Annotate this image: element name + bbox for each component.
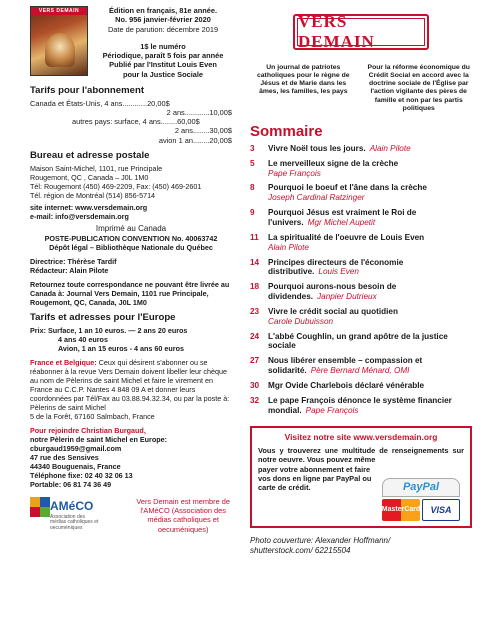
toc-author: Carole Dubuisson bbox=[268, 316, 334, 326]
mastercard-logo: MasterCard bbox=[382, 499, 420, 521]
toc-entry bbox=[268, 307, 472, 327]
toc-page-number: 3 bbox=[250, 143, 255, 153]
imprime-block bbox=[30, 224, 232, 252]
toc-author: Alain Pilote bbox=[268, 242, 309, 252]
toc-page-number: 14 bbox=[250, 257, 260, 267]
imprime-line: Imprimé au Canada bbox=[95, 223, 167, 233]
website-box-title[interactable]: Visitez notre site www.versdemain.org bbox=[284, 431, 438, 442]
website-link[interactable]: site internet: www.versdemain.org bbox=[30, 202, 148, 212]
address-line: Maison Saint-Michel, 1101, rue Principale bbox=[30, 163, 163, 173]
toc-item[interactable] bbox=[250, 183, 472, 203]
vers-demain-logo bbox=[293, 14, 429, 50]
toc-page-number: 11 bbox=[250, 232, 259, 242]
edition-line-3: Date de parution: décembre 2019 bbox=[107, 24, 219, 34]
burgaud-block bbox=[30, 426, 232, 489]
toc-title: Nous libérer ensemble – compassion et solidarité. bbox=[268, 356, 423, 376]
toc-entry bbox=[268, 396, 472, 416]
website-box-text-1: Vous y trouverez une multitude de renseignements sur notre oeuvre. Vous pouvez même bbox=[258, 446, 464, 465]
burgaud-line: Portable: 06 81 74 36 49 bbox=[30, 479, 112, 489]
toc-title: Principes directeurs de l'économie distributive. bbox=[268, 257, 404, 277]
payment-logos bbox=[382, 478, 460, 522]
address-line: Tél: Rougemont (450) 469-2209, Fax: (450) 469-2601 bbox=[30, 181, 202, 191]
toc-author: Pape François bbox=[268, 168, 321, 178]
right-column bbox=[244, 0, 480, 642]
photo-credit-line-2: shutterstock.com/ 62215504 bbox=[250, 545, 351, 555]
toc-entry bbox=[268, 159, 472, 179]
toc-page-number: 5 bbox=[250, 158, 255, 168]
toc-item[interactable] bbox=[250, 307, 472, 327]
france-addr-1: Pèlerins de saint Michel bbox=[30, 402, 106, 412]
tarifs-heading: Tarifs pour l'abonnement bbox=[30, 84, 145, 96]
toc-page-number: 27 bbox=[250, 356, 260, 366]
toc-entry bbox=[268, 258, 472, 278]
edition-line-1: Édition en français, 81e année. bbox=[108, 6, 218, 15]
toc-item[interactable] bbox=[250, 258, 472, 278]
tarif-line: avion 1 an........20,00$ bbox=[158, 135, 232, 145]
toc-title: Le pape François dénonce le système financier mondial. bbox=[268, 395, 452, 415]
toc-author: Alain Pilote bbox=[369, 143, 411, 153]
toc-entry bbox=[268, 381, 472, 391]
toc-author: Père Bernard Ménard, OMI bbox=[310, 366, 410, 376]
bureau-address bbox=[30, 164, 232, 200]
toc-item[interactable] bbox=[250, 159, 472, 179]
toc-page-number: 18 bbox=[250, 282, 260, 292]
convention-line: POSTE-PUBLICATION CONVENTION No. 40063742 bbox=[44, 233, 218, 243]
burgaud-line: notre Pèlerin de saint Michel en Europe: bbox=[30, 434, 167, 444]
email-link[interactable]: e-mail: info@versdemain.org bbox=[30, 211, 129, 221]
europe-line: 4 ans 40 euros bbox=[58, 334, 108, 344]
france-block bbox=[30, 358, 232, 421]
cover-thumbnail bbox=[30, 6, 88, 76]
tagline-right: Pour la réforme économique du Crédit Social en accord avec la doctrine sociale de l'Église par l'action vigilante des pères de famille et non par les partis politiques bbox=[367, 64, 470, 112]
toc-item[interactable] bbox=[250, 208, 472, 228]
ameco-logo-square bbox=[40, 507, 50, 517]
toc-page-number: 30 bbox=[250, 380, 260, 390]
ameco-block bbox=[30, 497, 232, 537]
toc-item[interactable] bbox=[250, 396, 472, 416]
ameco-logo-square bbox=[40, 497, 50, 507]
tarifs-list bbox=[30, 99, 232, 145]
website-box bbox=[250, 426, 472, 528]
toc-title: Vivre le crédit social au quotidien bbox=[268, 306, 398, 316]
france-addr-2: 5 de la Forêt, 67160 Salmbach, France bbox=[30, 411, 155, 421]
logo-text: VERS DEMAIN bbox=[297, 18, 425, 46]
address-line: Tél. région de Montréal (514) 856-5714 bbox=[30, 190, 156, 200]
directrice-text: Directrice: Thérèse Tardif bbox=[30, 256, 117, 266]
toc-title: Le merveilleux signe de la crèche bbox=[268, 158, 399, 168]
visa-logo: VISA bbox=[422, 499, 460, 521]
toc-entry bbox=[268, 144, 472, 154]
price-text: 1$ le numéro bbox=[140, 41, 186, 51]
publication-info bbox=[94, 42, 232, 79]
paypal-logo-text: PayPal bbox=[402, 480, 440, 493]
sommaire-heading: Sommaire bbox=[250, 122, 323, 140]
edition-line-2: No. 956 janvier-février 2020 bbox=[115, 15, 211, 25]
burgaud-line: 44340 Bouguenais, France bbox=[30, 461, 121, 471]
photo-credit bbox=[250, 536, 472, 556]
toc-page-number: 32 bbox=[250, 395, 260, 405]
direction-block bbox=[30, 257, 232, 275]
bureau-heading: Bureau et adresse postale bbox=[30, 149, 150, 161]
redacteur-text: Rédacteur: Alain Pilote bbox=[30, 265, 109, 275]
toc-page-number: 23 bbox=[250, 306, 260, 316]
toc-title: Pourquoi aurons-nous besoin de dividendes. bbox=[268, 282, 397, 302]
toc-entry bbox=[268, 183, 472, 203]
card-logos bbox=[382, 499, 460, 521]
toc-title: L'abbé Coughlin, un grand apôtre de la justice sociale bbox=[268, 331, 448, 351]
burgaud-line: Téléphone fixe: 02 40 32 06 13 bbox=[30, 470, 133, 480]
toc-entry bbox=[268, 233, 472, 253]
toc-item[interactable] bbox=[250, 356, 472, 376]
toc-item[interactable] bbox=[250, 381, 472, 391]
toc-page-number: 24 bbox=[250, 331, 260, 341]
toc-entry bbox=[268, 282, 472, 302]
photo-credit-line-1: Photo couverture: Alexander Hoffmann/ bbox=[250, 535, 391, 545]
europe-line: Avion, 1 an 15 euros - 4 ans 60 euros bbox=[58, 343, 184, 353]
ameco-logo-square bbox=[30, 507, 40, 517]
publisher-text: Publié par l'Institut Louis Even bbox=[109, 60, 217, 70]
publisher-text-2: pour la Justice Sociale bbox=[122, 69, 204, 79]
cover-title: VERS DEMAIN bbox=[31, 7, 87, 15]
toc-entry bbox=[268, 332, 472, 352]
toc-title: Pourquoi Jésus est vraiment le Roi de l'univers. bbox=[268, 208, 417, 227]
toc-item[interactable] bbox=[250, 282, 472, 302]
toc-title: Vivre Noël tous les jours. bbox=[268, 143, 366, 153]
ameco-logo-subtext: Association des médias catholiques et oecuméniques bbox=[50, 513, 99, 531]
taglines bbox=[250, 64, 472, 113]
table-of-contents bbox=[250, 144, 472, 416]
burgaud-email[interactable]: cburgaud1959@gmail.com bbox=[30, 443, 122, 453]
toc-entry bbox=[268, 208, 472, 228]
paypal-logo bbox=[382, 478, 460, 498]
edition-info bbox=[94, 6, 232, 34]
ameco-logo-text: AMéCO bbox=[50, 498, 94, 513]
ameco-logo bbox=[30, 497, 98, 537]
depot-line: Dépôt légal – Bibliothèque Nationale du Québec bbox=[49, 242, 213, 252]
toc-page-number: 9 bbox=[250, 208, 255, 218]
tarif-line: 2 ans............10,00$ bbox=[166, 107, 232, 117]
address-line: Rougemont, QC , Canada – J0L 1M0 bbox=[30, 172, 149, 182]
europe-heading: Tarifs et adresses pour l'Europe bbox=[30, 311, 176, 323]
return-notice: Retournez toute correspondance ne pouvant être livrée au Canada à: Journal Vers Demain, 1101 rue Principale, Rougemont, QC, Canada, J0L 1M0 bbox=[30, 279, 230, 307]
toc-item[interactable] bbox=[250, 144, 472, 154]
toc-title: La spiritualité de l'oeuvre de Louis Even bbox=[268, 232, 425, 242]
france-label: France et Belgique: bbox=[30, 357, 97, 367]
tarif-line: autres pays: surface, 4 ans........60,00$ bbox=[72, 117, 200, 127]
toc-author: Mgr Michel Aupetit bbox=[307, 218, 376, 227]
toc-author: Joseph Cardinal Ratzinger bbox=[268, 193, 365, 203]
website-box-text-2: payer votre abonnement et faire vos dons en ligne par PayPal ou carte de crédit. bbox=[258, 464, 372, 492]
france-text: Ceux qui désirent s'abonner ou se réabonner à la revue Vers Demain doivent libeller leur chèque au nom de Pèlerins de saint Michel et faire le virement en France au C.C.P. Nantes 4 848 09 A et donner leurs coordonnées par Tél/Fax au 03.88.94.32.34, ou par la poste à: bbox=[30, 357, 230, 403]
toc-page-number: 8 bbox=[250, 183, 255, 193]
toc-author: Pape François bbox=[305, 405, 359, 415]
toc-entry bbox=[268, 356, 472, 376]
burgaud-heading: Pour rejoindre Christian Burgaud, bbox=[30, 425, 146, 435]
nativity-image bbox=[45, 33, 75, 67]
toc-author: Janpier Dutrieux bbox=[317, 292, 377, 302]
europe-line: Prix: Surface, 1 an 10 euros. — 2 ans 20 euros bbox=[30, 325, 188, 335]
tagline-left: Un journal de patriotes catholiques pour le règne de Jésus et de Marie dans les âmes, les familles, les pays bbox=[257, 64, 350, 96]
toc-item[interactable] bbox=[250, 233, 472, 253]
toc-item[interactable] bbox=[250, 332, 472, 352]
toc-title: Mgr Ovide Charlebois déclaré vénérable bbox=[268, 380, 425, 390]
burgaud-line: 47 rue des Sensives bbox=[30, 452, 99, 462]
toc-author: Louis Even bbox=[318, 267, 359, 277]
ameco-member-note: Vers Demain est membre de l'AMéCO (Association des médias catholiques et oecuméniques) bbox=[136, 496, 230, 534]
tarif-line: Canada et États-Unis, 4 ans............20,00$ bbox=[30, 98, 170, 108]
tarif-line: 2 ans........30,00$ bbox=[174, 126, 232, 136]
ameco-logo-square bbox=[30, 497, 40, 507]
periodicity-text: Périodique, paraît 5 fois par année bbox=[102, 51, 224, 60]
europe-prices bbox=[30, 326, 232, 353]
toc-title: Pourquoi le boeuf et l'âne dans la crèche bbox=[268, 183, 427, 193]
